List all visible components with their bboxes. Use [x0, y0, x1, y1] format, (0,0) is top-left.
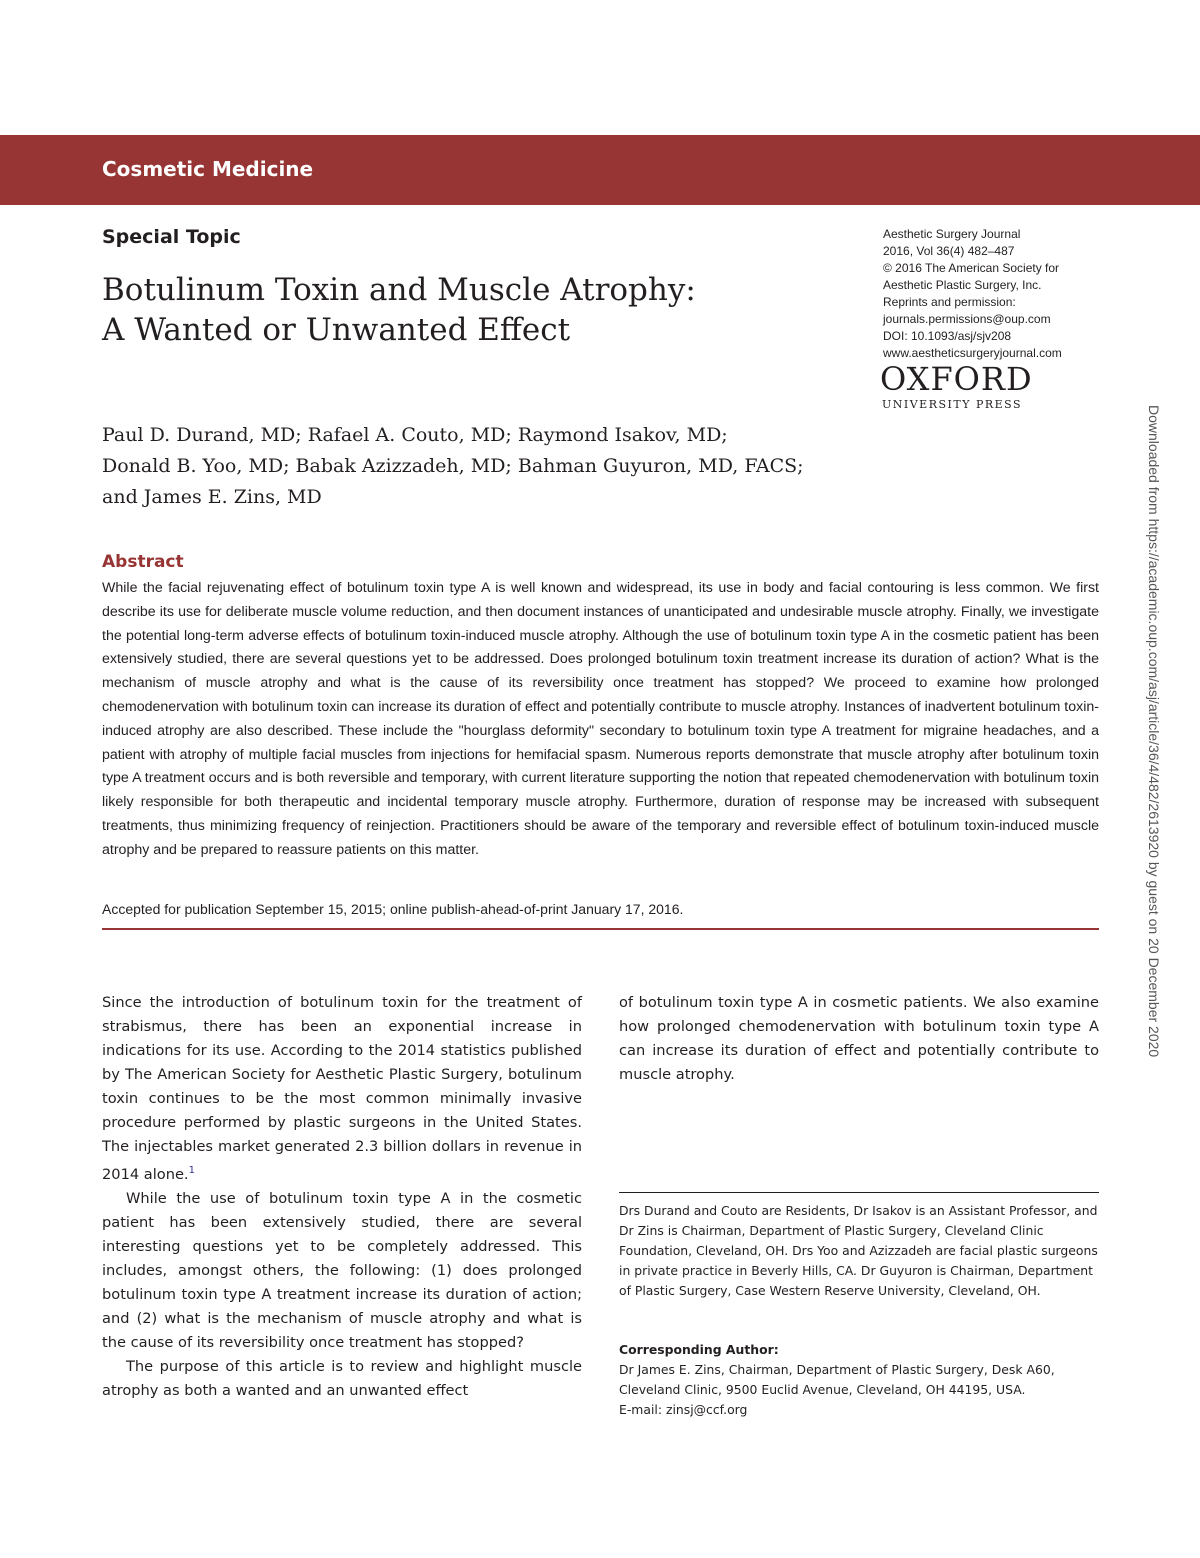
section-label: Cosmetic Medicine	[102, 157, 314, 181]
journal-info	[883, 226, 1123, 362]
article-type: Special Topic	[102, 226, 241, 248]
body-paragraph-1	[102, 991, 582, 1187]
acceptance-note: Accepted for publication September 15, 2015; online publish-ahead-of-print January 17, 2016.	[102, 901, 684, 917]
authors-line-3: and James E. Zins, MD	[102, 486, 322, 508]
authors-line-2: Donald B. Yoo, MD; Babak Azizzadeh, MD; Bahman Guyuron, MD, FACS;	[102, 455, 804, 477]
corresponding-author	[619, 1340, 1099, 1420]
corresponding-author-email[interactable]: E-mail: zinsj@ccf.org	[619, 1402, 748, 1417]
journal-website[interactable]: www.aestheticsurgeryjournal.com	[883, 346, 1062, 360]
abstract-heading: Abstract	[102, 552, 184, 572]
body-paragraph-2: While the use of botulinum toxin type A in the cosmetic patient has been extensively studied, there are several interesting questions yet to be completely addressed. This includes, amongst others, the following: (1) does prolonged botulinum toxin type A treatment increase its duration of action; and (2) what is the mechanism of muscle atrophy and what is the cause of its reversibility once treatment has stopped?	[102, 1189, 582, 1351]
author-list	[102, 420, 862, 513]
oxford-logo-subtitle: UNIVERSITY PRESS	[882, 398, 1023, 411]
journal-name: Aesthetic Surgery Journal	[883, 227, 1021, 241]
title-line-1: Botulinum Toxin and Muscle Atrophy:	[102, 272, 696, 308]
article-title	[102, 270, 802, 350]
section-divider	[102, 928, 1099, 930]
download-watermark: Downloaded from https://academic.oup.com/asj/article/36/4/482/2613920 by guest on 20 December 2020	[1146, 405, 1162, 1058]
journal-volume: 2016, Vol 36(4) 482–487	[883, 244, 1015, 258]
body-paragraph-4: of botulinum toxin type A in cosmetic patients. We also examine how prolonged chemodenervation with botulinum toxin type A can increase its duration of effect and potentially contribute to muscle atrophy.	[619, 994, 1099, 1083]
body-column-right	[619, 991, 1099, 1087]
copyright-line-1: © 2016 The American Society for	[883, 261, 1060, 275]
corresponding-author-address: Dr James E. Zins, Chairman, Department of Plastic Surgery, Desk A60, Cleveland Clinic, 9500 Euclid Avenue, Cleveland, OH 44195, USA.	[619, 1362, 1055, 1397]
body-paragraph-1-text: Since the introduction of botulinum toxin for the treatment of strabismus, there has been an exponential increase in indications for its use. According to the 2014 statistics published by The American Society for Aesthetic Plastic Surgery, botulinum toxin continues to be the most common minimally invasive procedure performed by plastic surgeons in the United States. The injectables market generated 2.3 billion dollars in revenue in 2014 alone.	[102, 994, 582, 1183]
author-affiliations: Drs Durand and Couto are Residents, Dr Isakov is an Assistant Professor, and Dr Zins is Chairman, Department of Plastic Surgery, Cleveland Clinic Foundation, Cleveland, OH. Drs Yoo and Azizzadeh are facial plastic surgeons in private practice in Beverly Hills, CA. Dr Guyuron is Chairman, Department of Plastic Surgery, Case Western Reserve University, Cleveland, OH.	[619, 1203, 1098, 1298]
doi[interactable]: DOI: 10.1093/asj/sjv208	[883, 329, 1012, 343]
reprints-label: Reprints and permission:	[883, 295, 1016, 309]
body-paragraph-3: The purpose of this article is to review and highlight muscle atrophy as both a wanted and an unwanted effect	[102, 1357, 582, 1399]
corresponding-author-label: Corresponding Author:	[619, 1342, 779, 1357]
authors-line-1: Paul D. Durand, MD; Rafael A. Couto, MD; Raymond Isakov, MD;	[102, 424, 728, 446]
oxford-logo-word: OXFORD	[880, 360, 1033, 398]
reference-link-1[interactable]: 1	[188, 1165, 195, 1176]
oxford-logo	[880, 362, 1033, 411]
copyright-line-2: Aesthetic Plastic Surgery, Inc.	[883, 278, 1042, 292]
section-banner	[0, 135, 1200, 205]
permissions-email[interactable]: journals.permissions@oup.com	[883, 312, 1051, 326]
footnote-divider	[619, 1192, 1099, 1193]
abstract-text: While the facial rejuvenating effect of botulinum toxin type A is well known and widespread, its use in body and facial contouring is less common. We first describe its use for deliberate muscle volume reduction, and then document instances of unanticipated and undesirable muscle atrophy. Finally, we investigate the potential long-term adverse effects of botulinum toxin-induced muscle atrophy. Although the use of botulinum toxin type A in the cosmetic patient has been extensively studied, there are several questions yet to be addressed. Does prolonged botulinum toxin treatment increase its duration of action? What is the mechanism of muscle atrophy and what is the cause of its reversibility once treatment has stopped? We proceed to examine how prolonged chemodenervation with botulinum toxin can increase its duration of effect and potentially contribute to muscle atrophy. Instances of inadvertent botulinum toxin-induced atrophy are also described. These include the "hourglass deformity" secondary to botulinum toxin type A treatment for migraine headaches, and a patient with atrophy of multiple facial muscles from injections for hemifacial spasm. Numerous reports demonstrate that muscle atrophy after botulinum toxin type A treatment occurs and is both reversible and temporary, with current literature supporting the notion that repeated chemodenervation with botulinum toxin likely responsible for both therapeutic and incidental temporary muscle atrophy. Furthermore, duration of response may be increased with subsequent treatments, thus minimizing frequency of reinjection. Practitioners should be aware of the temporary and reversible effect of botulinum toxin-induced muscle atrophy and be prepared to reassure patients on this matter.	[102, 580, 1099, 858]
title-line-2: A Wanted or Unwanted Effect	[102, 312, 571, 348]
body-column-left	[102, 991, 582, 1403]
